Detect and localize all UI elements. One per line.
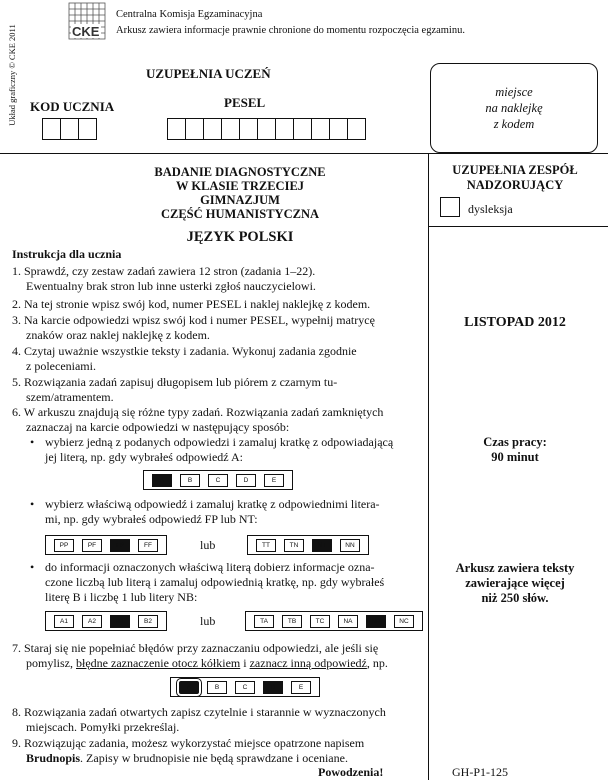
example-truefalse-b bbox=[247, 535, 369, 555]
time-info: Czas pracy: 90 minut bbox=[483, 435, 547, 464]
answer-cell: NN bbox=[340, 539, 360, 552]
instr-9b: Brudnopis. Zapisy w brudnopisie nie będą sprawdzane i oceniane. bbox=[26, 751, 348, 765]
kod-box[interactable] bbox=[60, 118, 79, 140]
exam-code: GH-P1-125 bbox=[452, 765, 508, 779]
bullet-3-text-b: czone liczbą lub literą i zamaluj odpowiednią kratkę, np. gdy wybrałeś bbox=[45, 575, 385, 589]
answer-cell: FF bbox=[138, 539, 158, 552]
pesel-box[interactable] bbox=[347, 118, 366, 140]
pesel-box[interactable] bbox=[329, 118, 348, 140]
answer-cell: A2 bbox=[82, 615, 102, 628]
answer-cell-circled: A bbox=[179, 681, 199, 694]
kod-box[interactable] bbox=[42, 118, 61, 140]
instr-6: 6. W arkuszu znajdują się różne typy zadań. Rozwiązania zadań zamkniętych bbox=[12, 405, 384, 419]
pesel-box[interactable] bbox=[203, 118, 222, 140]
copyright-note: Układ graficzny © CKE 2011 bbox=[7, 24, 17, 126]
answer-cell-filled: NB bbox=[366, 615, 386, 628]
answer-cell: PP bbox=[54, 539, 74, 552]
subject-title: JĘZYK POLSKI bbox=[186, 229, 294, 245]
bullet-3-text-c: literę B i liczbę 1 lub litery NB: bbox=[45, 590, 198, 604]
kod-label: KOD UCZNIA bbox=[30, 99, 115, 114]
exam-title: BADANIE DIAGNOSTYCZNE W KLASIE TRZECIEJ GIMNAZJUM CZĘŚĆ HUMANISTYCZNA bbox=[154, 165, 326, 221]
example-correction bbox=[170, 677, 320, 697]
pesel-box[interactable] bbox=[293, 118, 312, 140]
bullet-2-text-b: mi, np. gdy wybrałeś odpowiedź FP lub NT: bbox=[45, 512, 258, 526]
answer-cell-filled: B1 bbox=[110, 615, 130, 628]
instr-5: 5. Rozwiązania zadań zapisuj długopisem lub piórem z czarnym tu- bbox=[12, 375, 338, 389]
instr-6b: zaznaczaj na karcie odpowiedzi w następujący sposób: bbox=[26, 420, 290, 434]
instr-2: 2. Na tej stronie wpisz swój kod, numer PESEL i naklej naklejkę z kodem. bbox=[12, 297, 371, 311]
instr-3b: znaków oraz naklej naklejkę z kodem. bbox=[26, 328, 210, 342]
pesel-boxes[interactable] bbox=[168, 118, 366, 140]
pesel-box[interactable] bbox=[185, 118, 204, 140]
pesel-box[interactable] bbox=[167, 118, 186, 140]
pesel-box[interactable] bbox=[311, 118, 330, 140]
exam-date: LISTOPAD 2012 bbox=[464, 315, 566, 330]
good-luck: Powodzenia! bbox=[318, 765, 384, 779]
divider-vertical bbox=[428, 153, 429, 780]
answer-cell: B2 bbox=[138, 615, 158, 628]
pesel-box[interactable] bbox=[275, 118, 294, 140]
instr-4b: z poleceniami. bbox=[26, 359, 96, 373]
pesel-label: PESEL bbox=[224, 95, 266, 110]
bullet-3: • bbox=[30, 560, 35, 574]
instr-3: 3. Na karcie odpowiedzi wpisz swój kod i numer PESEL, wypełnij matrycę bbox=[12, 313, 375, 327]
example-single-choice bbox=[143, 470, 293, 490]
example-truefalse-a bbox=[45, 535, 167, 555]
sticker-placeholder: miejsce na naklejkę z kodem bbox=[430, 63, 598, 153]
instructions-heading: Instrukcja dla ucznia bbox=[12, 247, 122, 261]
bullet-2-text: wybierz właściwą odpowiedź i zamaluj kratkę z odpowiednimi litera- bbox=[45, 497, 380, 511]
answer-cell-filled: FP bbox=[110, 539, 130, 552]
divider-top bbox=[0, 153, 608, 154]
bullet-2: • bbox=[30, 497, 35, 511]
instr-1b: Ewentualny brak stron lub inne usterki zgłoś nauczycielowi. bbox=[26, 279, 316, 293]
answer-cell: PF bbox=[82, 539, 102, 552]
long-text-notice: Arkusz zawiera teksty zawierające więcej niż 250 słów. bbox=[455, 561, 575, 605]
bullet-1-text-b: jej literą, np. gdy wybrałeś odpowiedź A: bbox=[45, 450, 243, 464]
example-matching-b bbox=[245, 611, 423, 631]
answer-cell: NC bbox=[394, 615, 414, 628]
bullet-1-text: wybierz jedną z podanych odpowiedzi i zamaluj kratkę z odpowiadającą bbox=[45, 435, 394, 449]
answer-cell: NA bbox=[338, 615, 358, 628]
pesel-box[interactable] bbox=[257, 118, 276, 140]
instr-8: 8. Rozwiązania zadań otwartych zapisz czytelnie i starannie w wyznaczonych bbox=[12, 705, 386, 719]
instr-1: 1. Sprawdź, czy zestaw zadań zawiera 12 stron (zadania 1–22). bbox=[12, 264, 316, 278]
pesel-box[interactable] bbox=[221, 118, 240, 140]
instr-8b: miejscach. Pomyłki przekreślaj. bbox=[26, 720, 180, 734]
answer-cell: TN bbox=[284, 539, 304, 552]
answer-cell: C bbox=[208, 474, 228, 487]
instr-7: 7. Staraj się nie popełniać błędów przy zaznaczaniu odpowiedzi, ale jeśli się bbox=[12, 641, 379, 655]
kod-box[interactable] bbox=[78, 118, 97, 140]
cke-logo bbox=[68, 2, 106, 40]
pesel-box[interactable] bbox=[239, 118, 258, 140]
example-matching-a bbox=[45, 611, 167, 631]
answer-cell: B bbox=[180, 474, 200, 487]
bullet-1: • bbox=[30, 435, 35, 449]
answer-cell: B bbox=[207, 681, 227, 694]
dyslexia-checkbox[interactable] bbox=[440, 197, 460, 217]
answer-cell: TA bbox=[254, 615, 274, 628]
answer-cell-filled: A bbox=[152, 474, 172, 487]
or-label: lub bbox=[200, 538, 216, 552]
or-label-2: lub bbox=[200, 614, 216, 628]
confidential-notice: Arkusz zawiera informacje prawnie chronione do momentu rozpoczęcia egzaminu. bbox=[116, 25, 465, 36]
answer-cell-filled: D bbox=[263, 681, 283, 694]
instr-7b: pomylisz, błędne zaznaczenie otocz kółkiem i zaznacz inną odpowiedź, np. bbox=[26, 656, 388, 670]
logo-text: CKE bbox=[72, 24, 100, 39]
instr-9: 9. Rozwiązując zadania, możesz wykorzystać miejsce opatrzone napisem bbox=[12, 736, 365, 750]
answer-cell: TT bbox=[256, 539, 276, 552]
answer-cell-filled: NT bbox=[312, 539, 332, 552]
instr-4: 4. Czytaj uważnie wszystkie teksty i zadania. Wykonuj zadania zgodnie bbox=[12, 344, 357, 358]
instr-5b: szem/atramentem. bbox=[26, 390, 114, 404]
answer-cell: E bbox=[291, 681, 311, 694]
org-name: Centralna Komisja Egzaminacyjna bbox=[116, 9, 263, 20]
answer-cell: TC bbox=[310, 615, 330, 628]
bullet-3-text: do informacji oznaczonych właściwą literą dobierz informacje ozna- bbox=[45, 560, 375, 574]
kod-boxes[interactable] bbox=[43, 118, 97, 140]
answer-cell: A1 bbox=[54, 615, 74, 628]
answer-cell: C bbox=[235, 681, 255, 694]
dyslexia-label: dysleksja bbox=[468, 202, 513, 216]
team-heading: UZUPEŁNIA ZESPÓŁ NADZORUJĄCY bbox=[452, 163, 578, 192]
divider-right bbox=[428, 226, 608, 227]
student-heading: UZUPEŁNIA UCZEŃ bbox=[146, 66, 271, 81]
answer-cell: D bbox=[236, 474, 256, 487]
answer-cell: E bbox=[264, 474, 284, 487]
answer-cell: TB bbox=[282, 615, 302, 628]
